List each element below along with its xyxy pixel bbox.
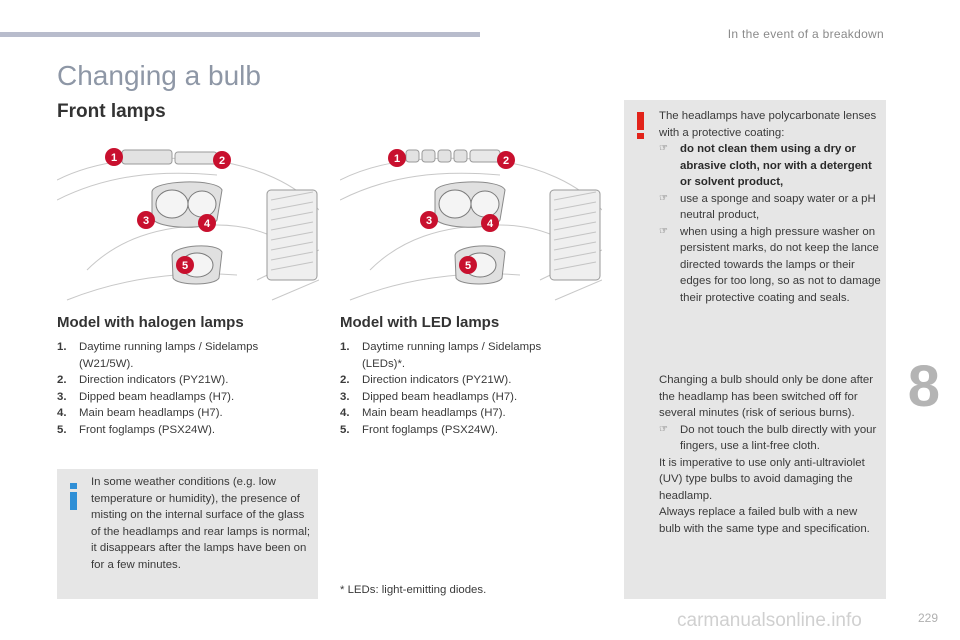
warning-bullet-text: when using a high pressure washer on persistent marks, do not keep the lance directed towards the lamps or their edges for too long, so as not to damage their protective coating and seals. [680, 225, 881, 304]
warning-icon [637, 112, 645, 139]
led-diagram-label-2: 2 [502, 155, 510, 167]
item-text: Front foglamps (PSX24W). [79, 423, 216, 436]
bullet-icon: ☞ [659, 192, 668, 204]
list-item [340, 405, 575, 422]
list-item [340, 339, 575, 372]
bullet-icon: ☞ [659, 225, 668, 237]
halogen-headlamp-diagram [57, 130, 319, 308]
led-diagram-label-3: 3 [425, 215, 433, 227]
chapter-number: 8 [907, 354, 940, 419]
item-text: Dipped beam headlamps (H7). [79, 390, 235, 403]
led-model-title: Model with LED lamps [340, 314, 500, 331]
item-number: 4. [57, 407, 67, 419]
led-footnote: * LEDs: light-emitting diodes. [340, 584, 487, 596]
item-number: 4. [340, 407, 350, 419]
item-number: 1. [57, 341, 67, 353]
list-item [57, 422, 292, 439]
item-text: Main beam headlamps (H7). [79, 407, 223, 419]
warning-para-4: Always replace a failed bulb with a new bulb with the same type and specification. [659, 506, 870, 535]
diagram-label-3: 3 [142, 215, 150, 227]
watermark: carmanualsonline.info [677, 610, 862, 631]
halogen-lamp-list [57, 339, 292, 438]
bullet-icon: ☞ [659, 143, 668, 154]
diagram-label-1: 1 [110, 152, 118, 164]
list-item [340, 372, 575, 389]
bullet-icon: ☞ [659, 423, 668, 435]
warning-bullet [659, 224, 881, 307]
item-text: Daytime running lamps / Sidelamps (W21/5W). [79, 341, 259, 370]
item-number: 5. [340, 423, 350, 436]
led-lamp-list [340, 339, 575, 438]
warning-coating-block [659, 108, 881, 306]
list-item [340, 389, 575, 406]
led-diagram-label-4: 4 [486, 218, 494, 230]
warning-bullet-text: Do not touch the bulb directly with your fingers, use a lint-free cloth. [680, 423, 877, 452]
page-number: 229 [917, 611, 938, 625]
diagram-label-5: 5 [181, 260, 189, 272]
item-text: Direction indicators (PY21W). [362, 374, 512, 386]
item-number: 1. [340, 341, 350, 353]
item-number: 3. [57, 390, 67, 403]
header-bar [0, 32, 480, 37]
item-number: 5. [57, 423, 67, 436]
warning-para-3: It is imperative to use only anti-ultraviolet (UV) type bulbs to avoid damaging the headlamp. [659, 456, 865, 502]
led-diagram-label-1: 1 [393, 153, 401, 165]
list-item [340, 422, 575, 439]
item-number: 2. [340, 374, 350, 386]
section-title: In the event of a breakdown [727, 27, 884, 41]
item-text: Daytime running lamps / Sidelamps (LEDs)*. [362, 341, 542, 370]
list-item [57, 372, 292, 389]
diagram-label-2: 2 [218, 155, 226, 167]
section-subtitle: Front lamps [57, 101, 166, 122]
page-title: Changing a bulb [57, 60, 261, 91]
diagram-label-4: 4 [203, 218, 211, 230]
warning-bullet-text: use a sponge and soapy water or a pH neutral product, [680, 192, 876, 221]
list-item [57, 405, 292, 422]
led-diagram-label-5: 5 [464, 260, 472, 272]
info-box [57, 469, 318, 599]
item-number: 3. [340, 390, 350, 403]
warning-bullet [659, 141, 881, 191]
info-text: In some weather conditions (e.g. low temperature or humidity), the presence of misting on the internal surface of the glass of the headlamps and rear lamps is normal; it disappears after the lamps have been on for a few minutes. [91, 476, 311, 571]
warning-bullet [659, 422, 881, 455]
item-text: Dipped beam headlamps (H7). [362, 390, 518, 403]
item-number: 2. [57, 374, 67, 386]
list-item [57, 339, 292, 372]
warning-bulb-block [659, 372, 881, 537]
item-text: Front foglamps (PSX24W). [362, 423, 499, 436]
list-item [57, 389, 292, 406]
info-icon [70, 483, 78, 510]
warning-para-2: Changing a bulb should only be done after the headlamp has been switched off for several minutes (risk of serious burns). [659, 374, 874, 419]
warning-intro: The headlamps have polycarbonate lenses with a protective coating: [659, 110, 877, 139]
warning-bullet-text: do not clean them using a dry or abrasive cloth, nor with a detergent or solvent product, [680, 143, 872, 188]
item-text: Direction indicators (PY21W). [79, 374, 229, 386]
led-headlamp-diagram [340, 130, 602, 308]
item-text: Main beam headlamps (H7). [362, 407, 506, 419]
halogen-model-title: Model with halogen lamps [57, 314, 244, 331]
warning-box [624, 100, 886, 599]
warning-bullet [659, 191, 881, 224]
